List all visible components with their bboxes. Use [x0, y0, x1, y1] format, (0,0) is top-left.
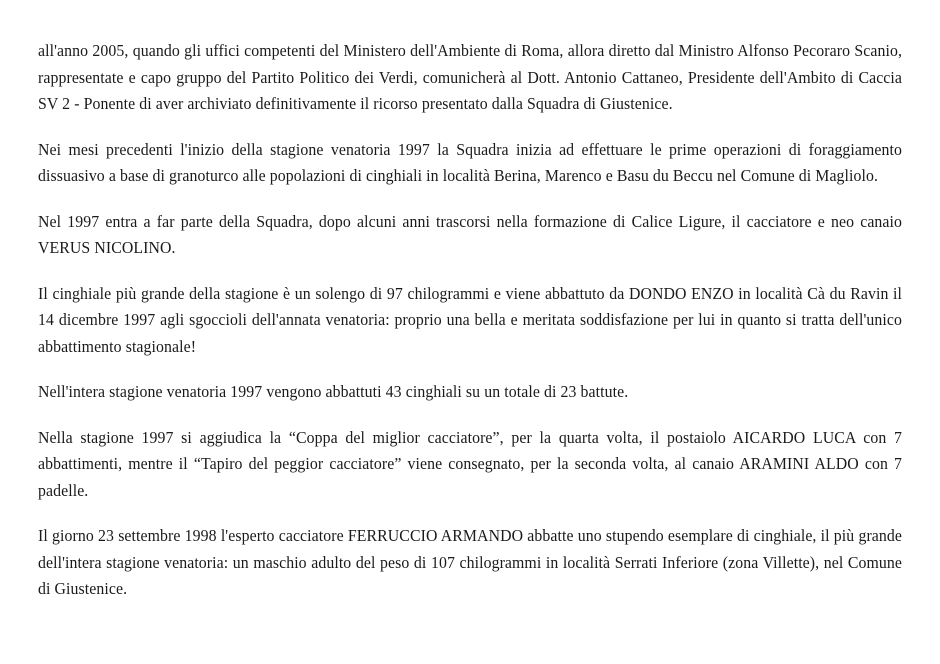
- paragraph: Il cinghiale più grande della stagione è un solengo di 97 chilogrammi e viene abbattuto da DONDO ENZO in località Cà du Ravin il 14 dicembre 1997 agli sgoccioli dell'annata venatoria: proprio una bella e meritata soddisfazione per lui in quanto si tratta dell'unico abbattimento stagionale!: [38, 283, 903, 356]
- paragraph: Nella stagione 1997 si aggiudica la “Coppa del miglior cacciatore”, per la quarta volta, il postaiolo AICARDO LUCA con 7 abbattimenti, mentre il “Tapiro del peggior cacciatore” viene consegnato, per la seconda volta, al canaio ARAMINI ALDO con 7 padelle.: [38, 427, 903, 500]
- paragraph: Il giorno 23 settembre 1998 l'esperto cacciatore FERRUCCIO ARMANDO abbatte uno stupendo esemplare di cinghiale, il più grande dell'intera stagione venatoria: un maschio adulto del peso di 107 chilogrammi in località Serrati Inferiore (zona Villette), nel Comune di Giustenice.: [38, 526, 903, 598]
- paragraph: all'anno 2005, quando gli uffici competenti del Ministero dell'Ambiente di Roma, allora diretto dal Ministro Alfonso Pecoraro Scanio, rappresentate e capo gruppo del Partito Politico dei Verdi, comunicherà al Dott. Antonio Cattaneo, Presidente dell'Ambito di Caccia SV 2 - Ponente di aver archiviato definitivamente il ricorso presentato dalla Squadra di Giustenice.: [38, 41, 903, 113]
- paragraph: Nei mesi precedenti l'inizio della stagione venatoria 1997 la Squadra inizia ad effettuare le prime operazioni di foraggiamento dissuasivo a base di granoturco alle popolazioni di cinghiali in località Berina, Marenco e Basu du Beccu nel Comune di Magliolo.: [38, 139, 903, 185]
- paragraph: Nell'intera stagione venatoria 1997 vengono abbattuti 43 cinghiali su un totale di 23 battute.: [38, 382, 629, 401]
- document-body: [38, 38, 902, 603]
- paragraph: Nel 1997 entra a far parte della Squadra, dopo alcuni anni trascorsi nella formazione di Calice Ligure, il cacciatore e neo canaio VERUS NICOLINO.: [38, 211, 903, 257]
